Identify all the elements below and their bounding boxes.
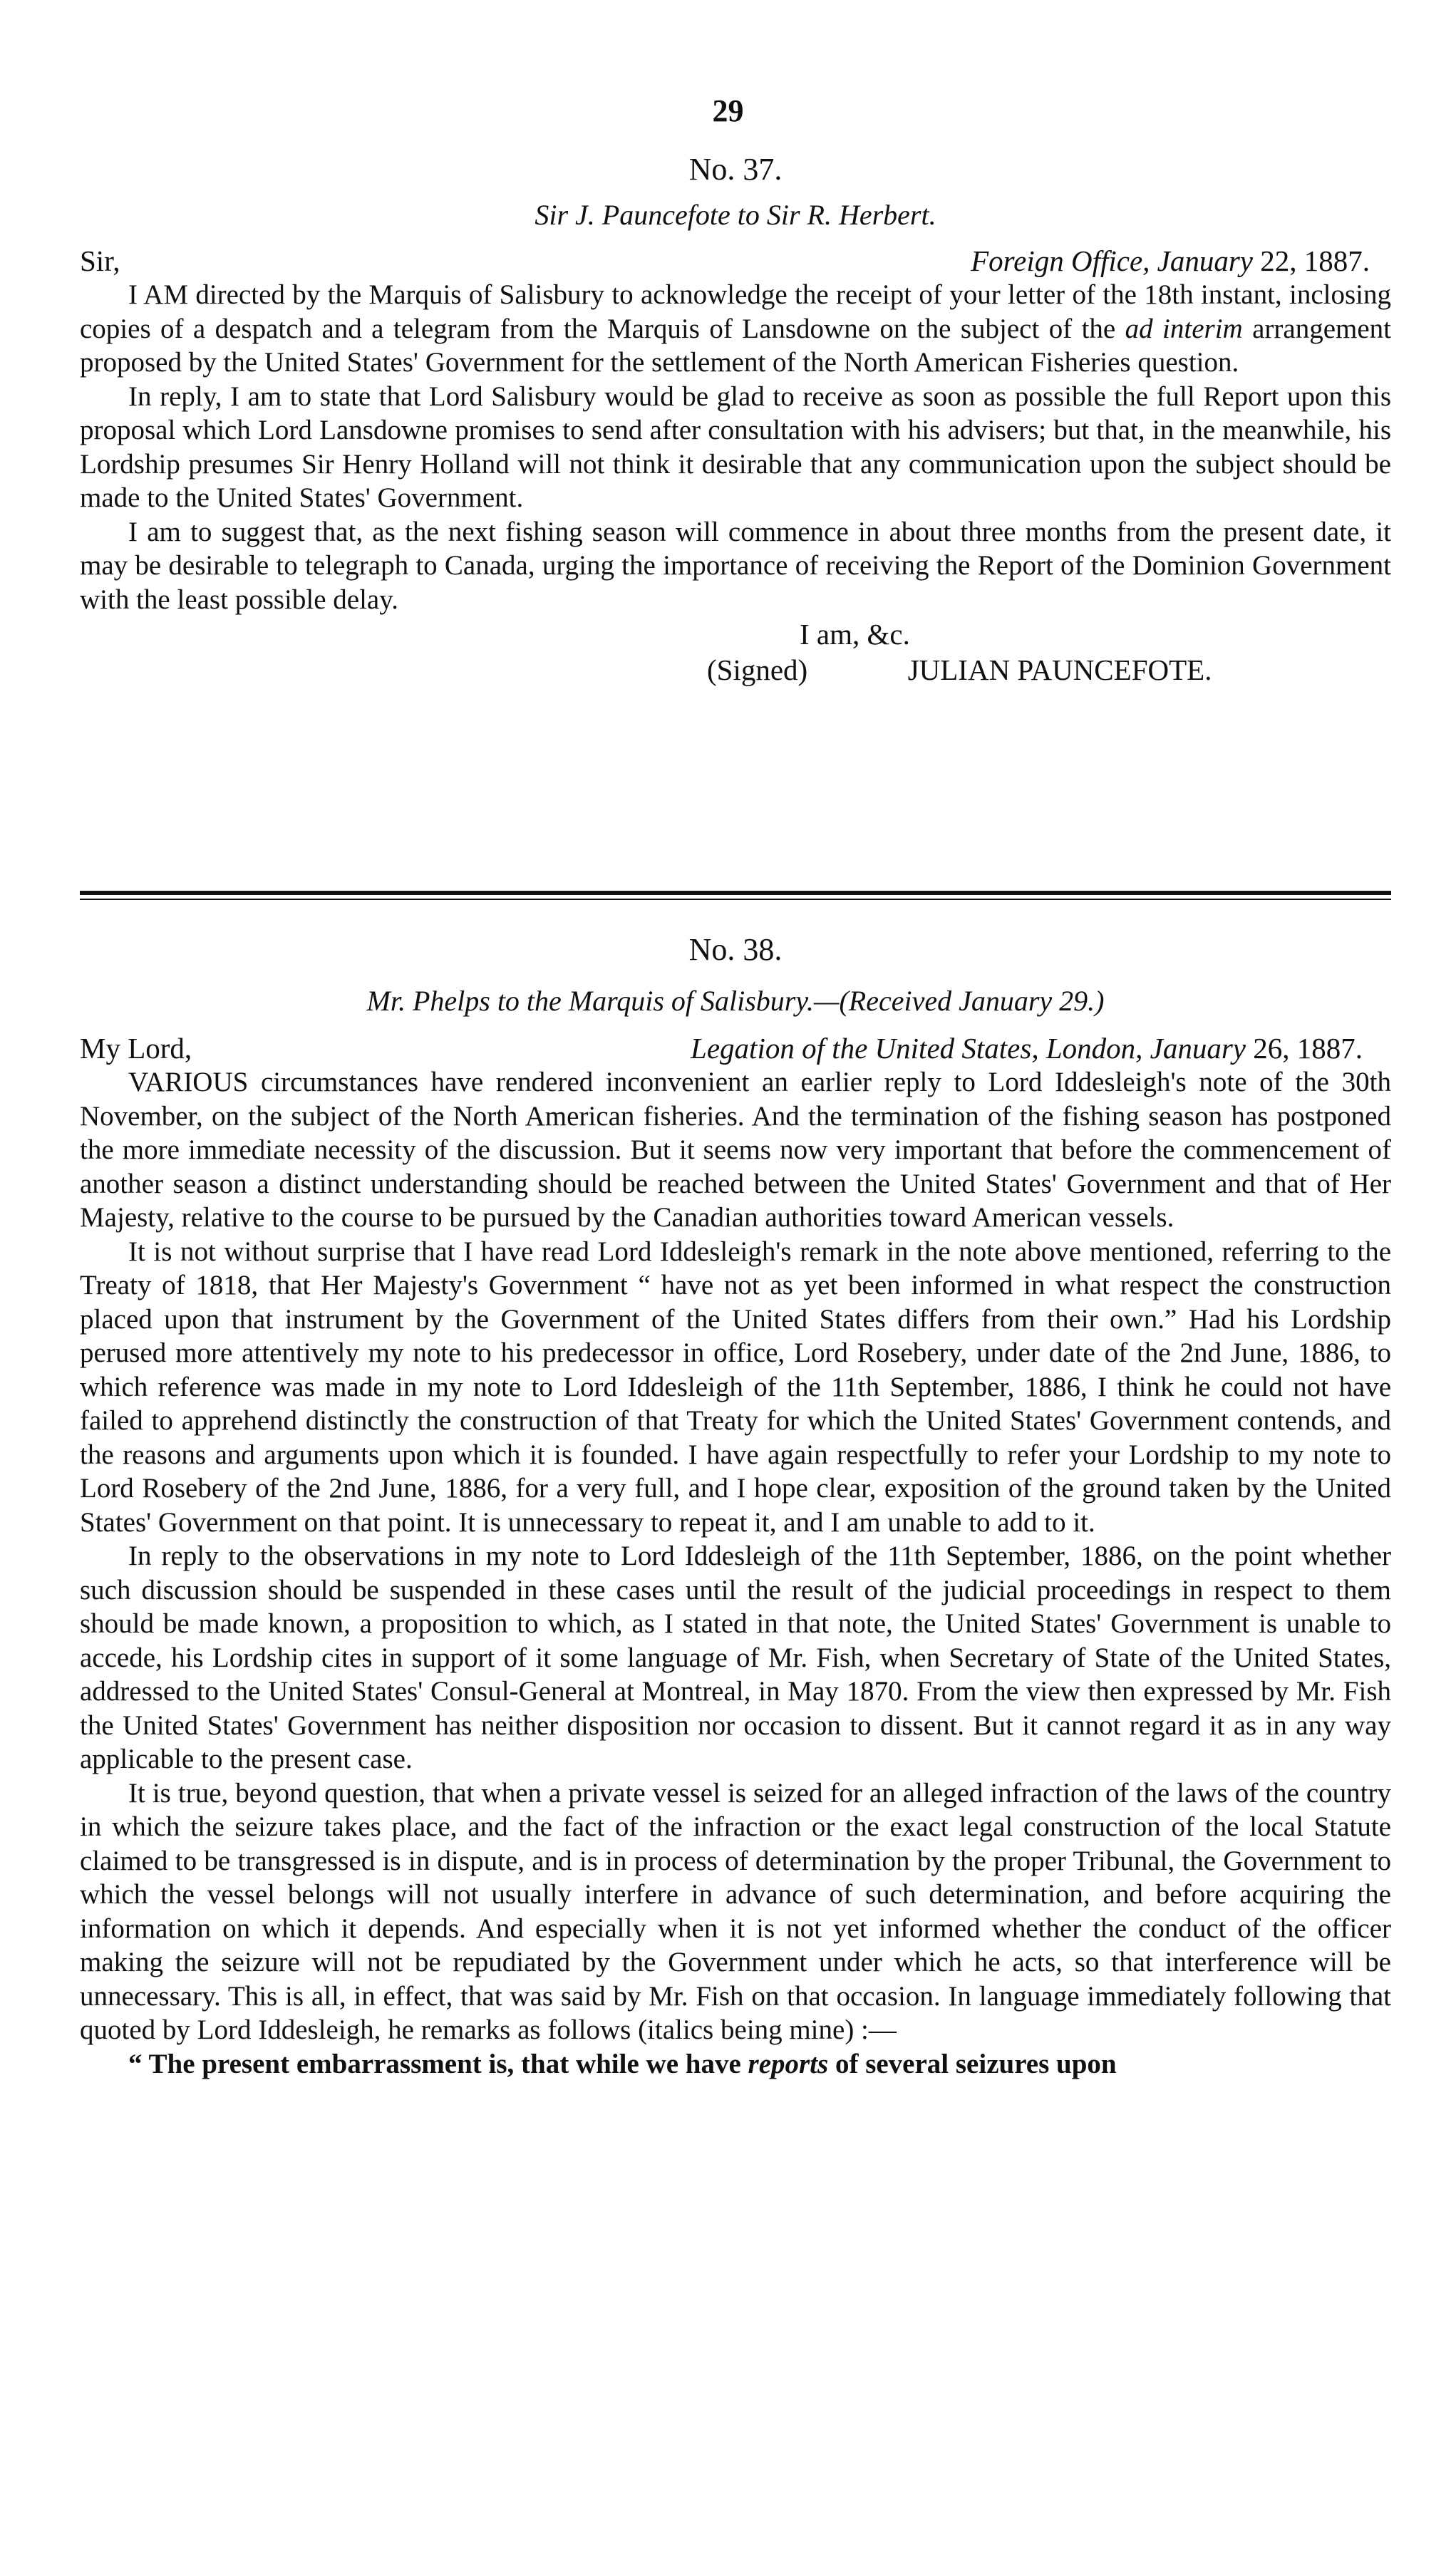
dateline (80, 244, 1391, 278)
quotation (80, 2047, 1391, 2081)
signed-label: (Signed) (707, 653, 808, 686)
salutation: Sir, (80, 244, 120, 277)
section-divider (80, 891, 1391, 895)
place-date (971, 244, 1370, 278)
paragraph: I am to suggest that, as the next fishing season will commence in about three months from the present date, it may be desirable to telegraph to Canada, urging the importance of receiving the Report of the Dominion Government with the least possible delay. (80, 516, 1391, 615)
letter-no-38 (80, 930, 1391, 2081)
salutation: My Lord, (80, 1032, 192, 1065)
letter-heading: Mr. Phelps to the Marquis of Salisbury.—(Received January 29.) (366, 985, 1105, 1017)
italic-phrase: ad interim (1125, 313, 1243, 344)
signer-name: JULIAN PAUNCEFOTE. (907, 653, 1212, 686)
quote-text: of several seizures upon (835, 2048, 1117, 2079)
paragraph: In reply, I am to state that Lord Salisbury would be glad to receive as soon as possible the full Report upon this proposal which Lord Lansdowne promises to send after consultation with his advisers; but that, in the meanwhile, his Lordship presumes Sir Henry Holland will not think it desirable that any communication upon the subject should be made to the United States' Government. (80, 381, 1391, 513)
paragraph: VARIOUS circumstances have rendered inconvenient an earlier reply to Lord Iddesleigh's note of the 30th November, on the subject of the North American fisheries. And the termination of the fishing season has postponed the more immediate necessity of the discussion. But it seems now very important that before the commencement of another season a distinct understanding should be reached between the United States' Government and that of Her Majesty, relative to the course to be pursued by the Canadian authorities toward American vessels. (80, 1067, 1391, 1233)
signature (80, 652, 1391, 688)
letter-heading: Sir J. Pauncefote to Sir R. Herbert. (535, 199, 936, 231)
section-divider-thin (80, 899, 1391, 900)
letter-number: No. 38. (688, 932, 783, 967)
page-number: 29 (712, 93, 744, 128)
closing: I am, &c. (800, 618, 910, 651)
paragraph: It is true, beyond question, that when a private vessel is seized for an alleged infraction of the laws of the country in which the seizure takes place, and the fact of the infraction or the exact legal construction of the local Statute claimed to be transgressed is in dispute, and is in process of determination by the proper Tribunal, the Government to which the vessel belongs will not usually interfere in advance of such determination, and before acquiring the information on which it depends. And especially when it is not yet informed whether the conduct of the officer making the seizure will not be repudiated by the Government under which he acts, so that interference will be unnecessary. This is all, in effect, that was said by Mr. Fish on that occasion. In language immediately following that quoted by Lord Iddesleigh, he remarks as follows (italics being mine) :— (80, 1777, 1391, 2045)
paragraph: In reply to the observations in my note to Lord Iddesleigh of the 11th September, 1886, on the point whether such discussion should be suspended in these cases until the result of the judicial proceedings in respect to them should be made known, a proposition to which, as I stated in that note, the United States' Government is unable to accede, his Lordship cites in support of it some language of Mr. Fish, when Secretary of State of the United States, addressed to the United States' Consul-General at Montreal, in May 1870. From the view then expressed by Mr. Fish the United States' Government has neither disposition nor occasion to dissent. But it cannot regard it as in any way applicable to the present case. (80, 1541, 1391, 1774)
place: Foreign Office, January (971, 244, 1253, 277)
paragraph-text: I AM directed by the Marquis of Salisbury to acknowledge the receipt of your letter of the 18th instant, inclosing copies of a despatch and a telegram from the Marquis of Lansdowne on the subject of the (80, 279, 1391, 344)
letter-no-37 (80, 150, 1391, 688)
place-date (691, 1031, 1363, 1065)
place: Legation of the United States, London, January (691, 1032, 1246, 1065)
quote-text: “ The present embarrassment is, that while we have (128, 2048, 741, 2079)
paragraph: It is not without surprise that I have read Lord Iddesleigh's remark in the note above mentioned, referring to the Treaty of 1818, that Her Majesty's Government “ have not as yet been informed in what respect the construction placed upon that instrument by the Government of the United States differs from their own.” Had his Lordship perused more attentively my note to his predecessor in office, Lord Rosebery, under date of the 2nd June, 1886, to which reference was made in my note to Lord Iddesleigh of the 11th September, 1886, I think he could not have failed to apprehend distinctly the construction of that Treaty for which the United States' Government contends, and the reasons and arguments upon which it is founded. I have again respectfully to refer your Lordship to my note to Lord Rosebery of the 2nd June, 1886, for a very full, and I hope clear, exposition of the ground taken by the United States' Government on that point. It is unnecessary to repeat it, and I am unable to add to it. (80, 1236, 1391, 1538)
paragraph-text: arrangement proposed by the United States' Government for the settlement of the North American Fisheries question. (80, 313, 1391, 378)
italic-word: reports (748, 2048, 829, 2079)
date: 22, 1887. (1260, 244, 1370, 277)
letter-number: No. 37. (688, 152, 783, 187)
dateline (80, 1031, 1391, 1065)
date: 26, 1887. (1253, 1032, 1363, 1065)
paragraph (80, 278, 1391, 380)
